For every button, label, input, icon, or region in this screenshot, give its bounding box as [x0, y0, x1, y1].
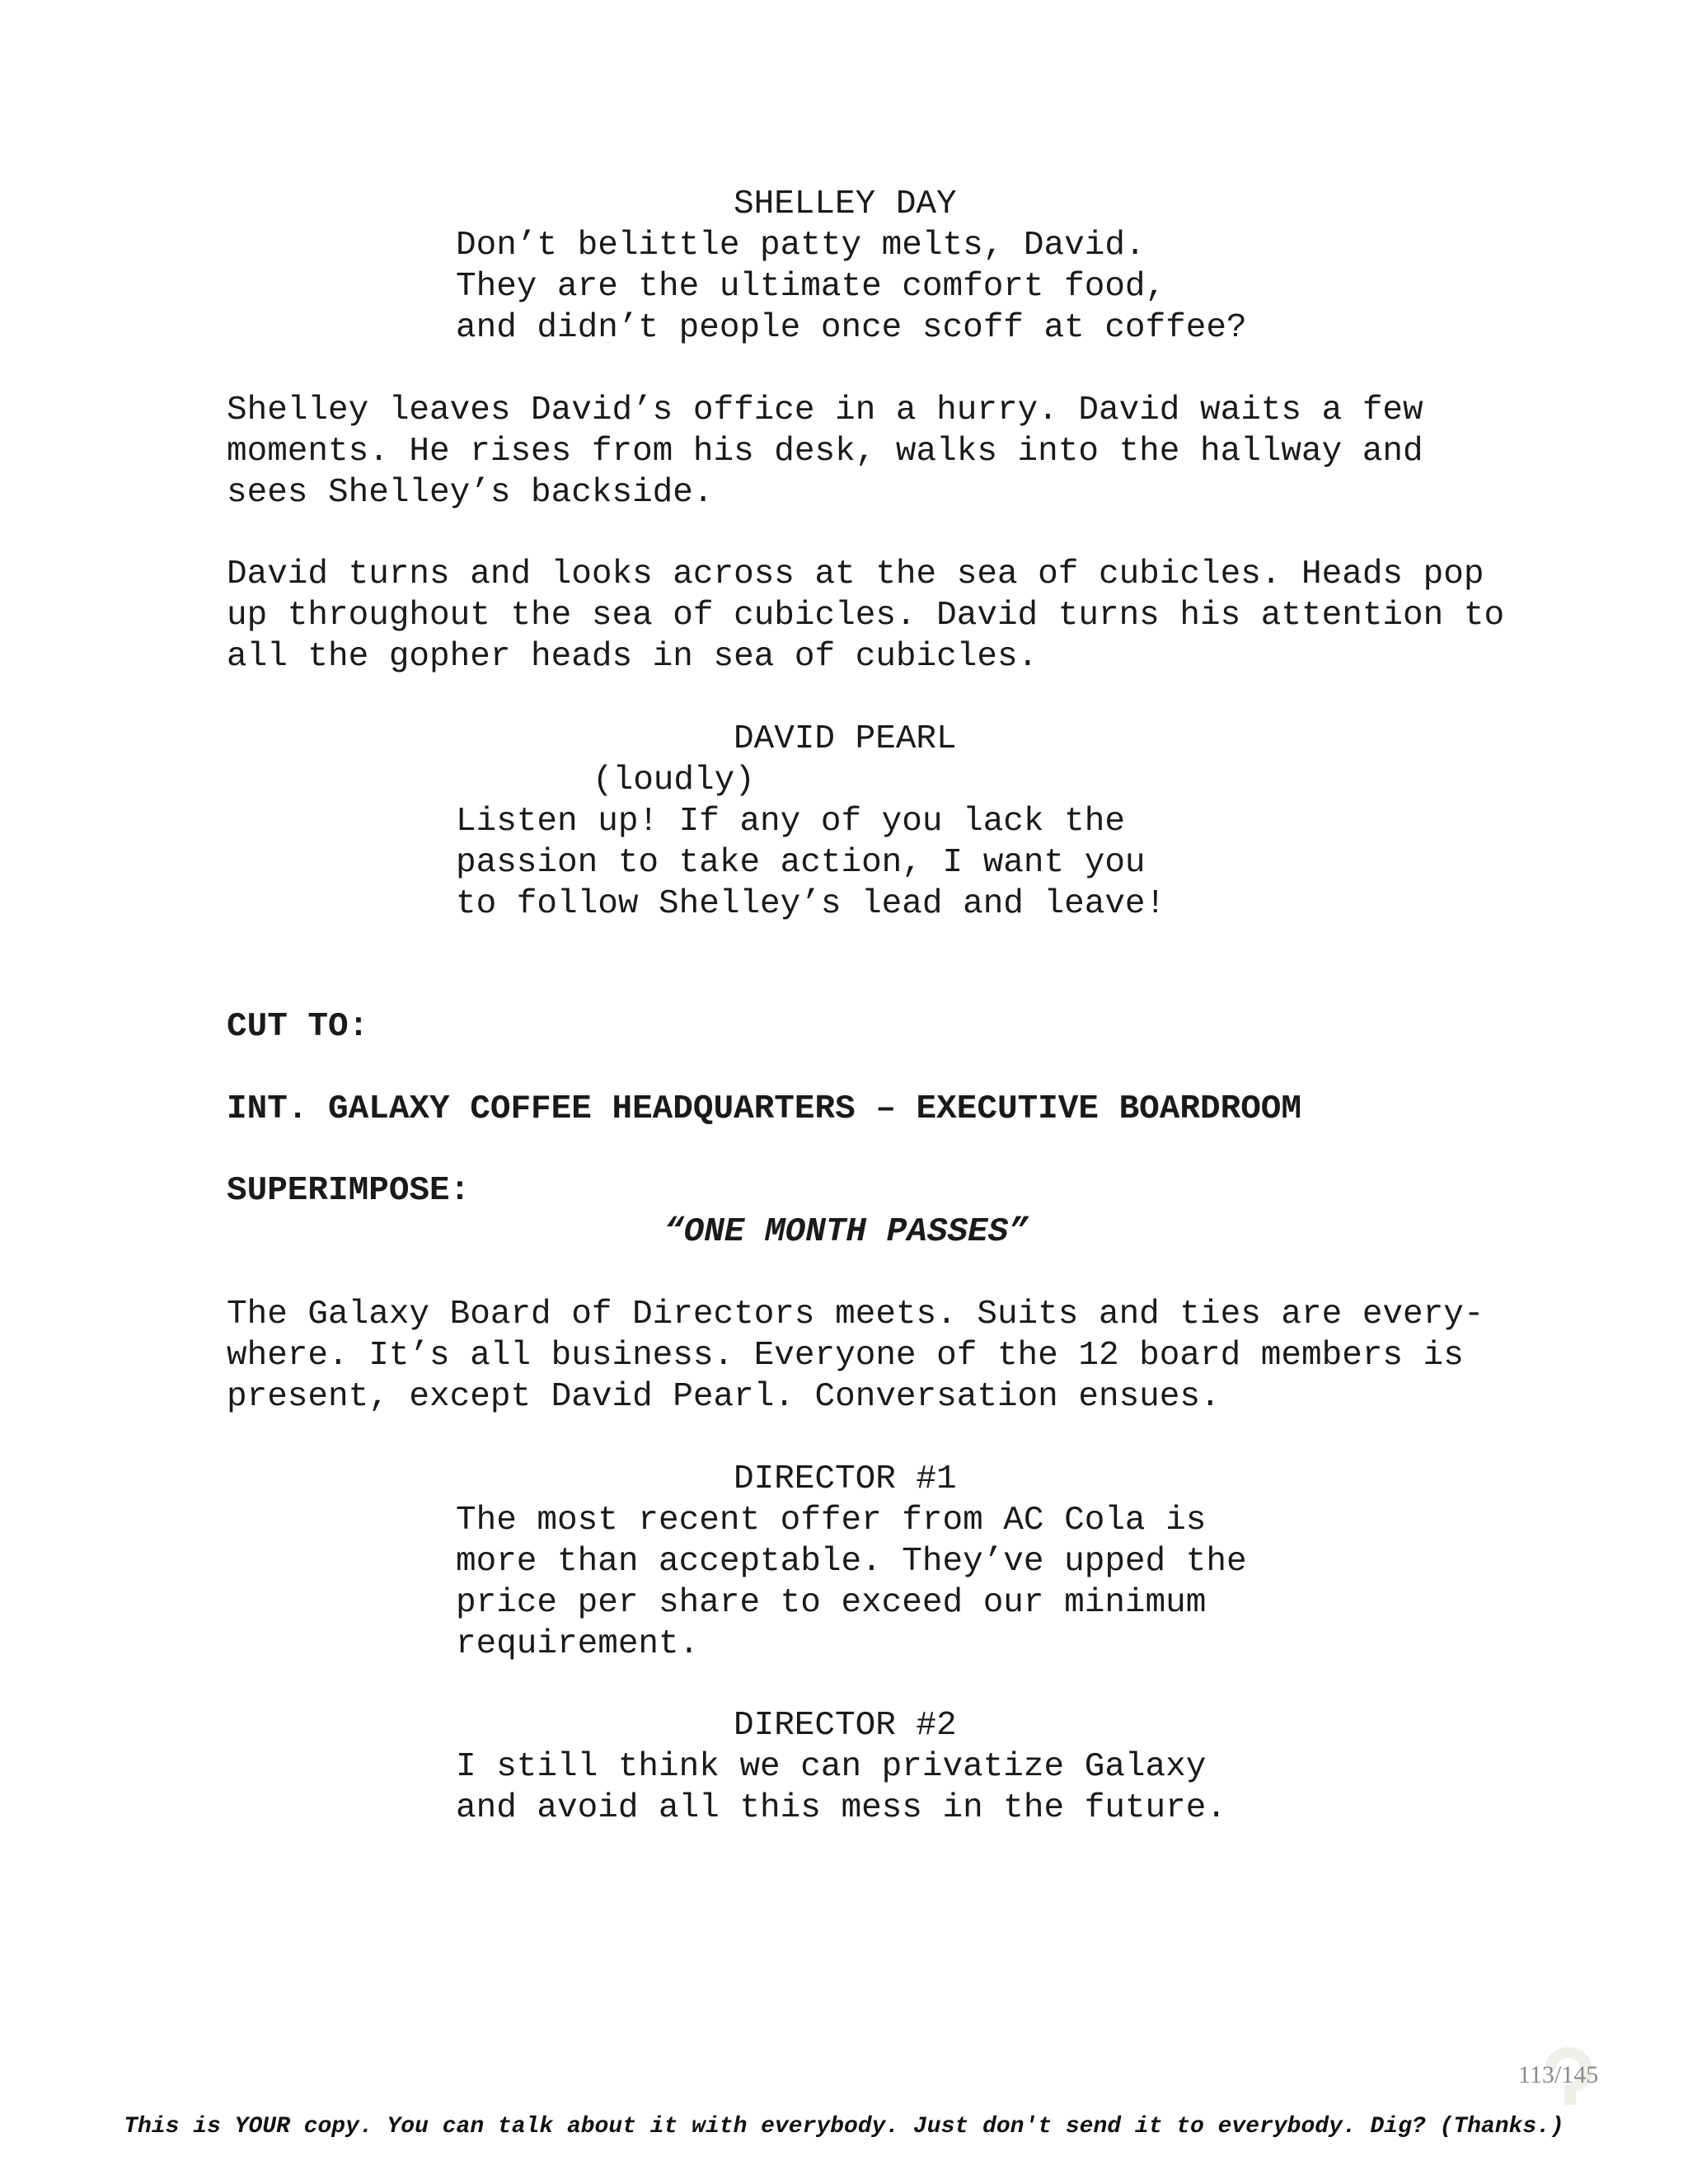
- parenthetical: (loudly): [593, 762, 755, 799]
- character-name: SHELLEY DAY: [734, 185, 957, 223]
- dialogue-line: Don’t belittle patty melts, David.: [456, 227, 1146, 265]
- action-line: The Galaxy Board of Directors meets. Suits and ties are every-: [227, 1296, 1484, 1333]
- page-number: 113/145: [1518, 2061, 1599, 2088]
- action-line: David turns and looks across at the sea of cubicles. Heads pop: [227, 555, 1484, 593]
- character-name: DIRECTOR #2: [734, 1707, 957, 1745]
- character-name: DIRECTOR #1: [734, 1460, 957, 1498]
- superimpose-text: “ONE MONTH PASSES”: [663, 1213, 1029, 1251]
- dialogue-line: and didn’t people once scoff at coffee?: [456, 309, 1247, 347]
- dialogue-line: more than acceptable. They’ve upped the: [456, 1543, 1247, 1581]
- dialogue-line: and avoid all this mess in the future.: [456, 1789, 1226, 1827]
- dialogue-line: They are the ultimate comfort food,: [456, 268, 1166, 306]
- dialogue-line: The most recent offer from AC Cola is: [456, 1502, 1207, 1540]
- action-line: present, except David Pearl. Conversation ensues.: [227, 1378, 1221, 1416]
- transition: CUT TO:: [227, 1008, 369, 1046]
- scene-heading: INT. GALAXY COFFEE HEADQUARTERS – EXECUTIVE BOARDROOM: [227, 1090, 1302, 1128]
- action-line: moments. He rises from his desk, walks into the hallway and: [227, 433, 1423, 471]
- dialogue-line: to follow Shelley’s lead and leave!: [456, 885, 1166, 923]
- action-line: Shelley leaves David’s office in a hurry. David waits a few: [227, 391, 1423, 429]
- action-line: sees Shelley’s backside.: [227, 474, 714, 512]
- dialogue-line: passion to take action, I want you: [456, 844, 1146, 882]
- dialogue-line: price per share to exceed our minimum: [456, 1584, 1207, 1622]
- superimpose-label: SUPERIMPOSE:: [227, 1172, 471, 1210]
- character-name: DAVID PEARL: [734, 720, 957, 758]
- dialogue-line: Listen up! If any of you lack the: [456, 803, 1125, 841]
- footer-note: This is YOUR copy. You can talk about it with everybody. Just don't send it to everybody. Dig? (Thanks.): [124, 2114, 1564, 2139]
- action-line: where. It’s all business. Everyone of the 12 board members is: [227, 1337, 1464, 1375]
- dialogue-line: I still think we can privatize Galaxy: [456, 1748, 1207, 1786]
- action-line: up throughout the sea of cubicles. David turns his attention to: [227, 597, 1505, 635]
- dialogue-line: requirement.: [456, 1625, 700, 1663]
- action-line: all the gopher heads in sea of cubicles.: [227, 638, 1039, 676]
